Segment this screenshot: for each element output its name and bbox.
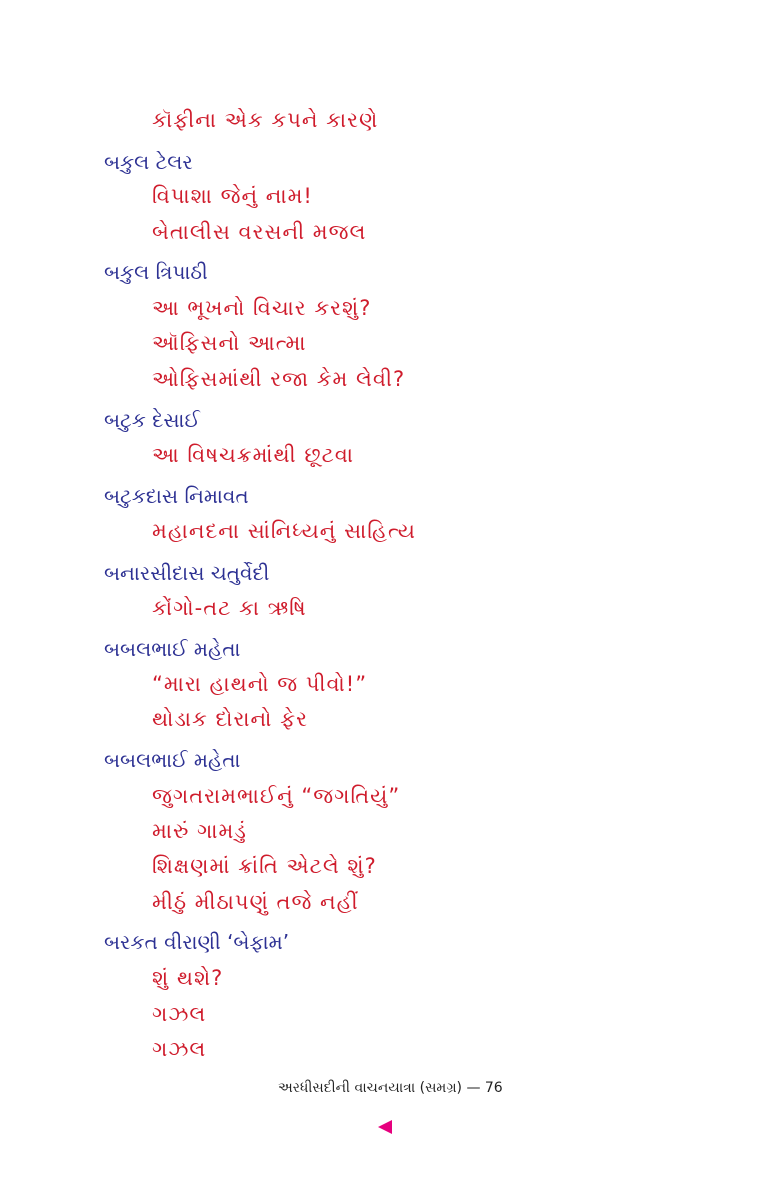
entry-author: બબલભાઈ મહેતા <box>104 637 241 661</box>
entry-title: શું થશે? <box>152 966 224 990</box>
entry-title: થોડાક દોરાનો ફેર <box>152 707 308 731</box>
entry-author: બકુલ ટેલર <box>104 150 193 174</box>
entry-title: કોંગો-તટ કા ઋષિ <box>152 596 307 620</box>
entry-title: મહાનદના સાંનિધ્યનું સાહિત્ય <box>152 519 416 543</box>
entry-title: આ ભૂખનો વિચાર કરશું? <box>152 296 372 320</box>
entry-author: બબલભાઈ મહેતા <box>104 748 241 772</box>
entry-author: બટુક દેસાઈ <box>104 408 200 432</box>
entry-author: બટુકદાસ નિમાવત <box>104 484 249 508</box>
entry-title: વિપાશા જેનું નામ! <box>152 184 313 208</box>
entry-title: ઑફિસનો આત્મા <box>152 331 307 355</box>
entry-title: ગઝલ <box>152 1002 207 1026</box>
triangle-left-icon[interactable] <box>378 1120 392 1134</box>
entry-title: જુગતરામભાઈનું “જગતિયું” <box>152 784 401 808</box>
entry-title: ગઝલ <box>152 1037 207 1061</box>
entry-title: મીઠું મીઠાપણું તજે નહીં <box>152 890 359 914</box>
entry-author: બકુલ ત્રિપાઠી <box>104 260 208 284</box>
entry-title: “મારા હાથનો જ પીવો!” <box>152 672 368 696</box>
entry-title: ઓફિસમાંથી રજા કેમ લેવી? <box>152 367 406 391</box>
entry-title: આ વિષચક્રમાંથી છૂટવા <box>152 443 355 467</box>
page-footer: અરધીસદીની વાચનયાત્રા (સમગ્ર) — 76 <box>278 1080 503 1096</box>
entry-title: શિક્ષણમાં ક્રાંતિ એટલે શું? <box>152 854 377 878</box>
entry-author: બનારસીદાસ ચતુર્વેદી <box>104 561 270 585</box>
entry-title: કૉફીના એક કપને કારણે <box>152 108 379 132</box>
entry-title: મારું ગામડું <box>152 819 247 843</box>
entry-title: બેતાલીસ વરસની મજલ <box>152 220 367 244</box>
entry-author: બરકત વીરાણી ‘બેફામ’ <box>104 930 290 954</box>
